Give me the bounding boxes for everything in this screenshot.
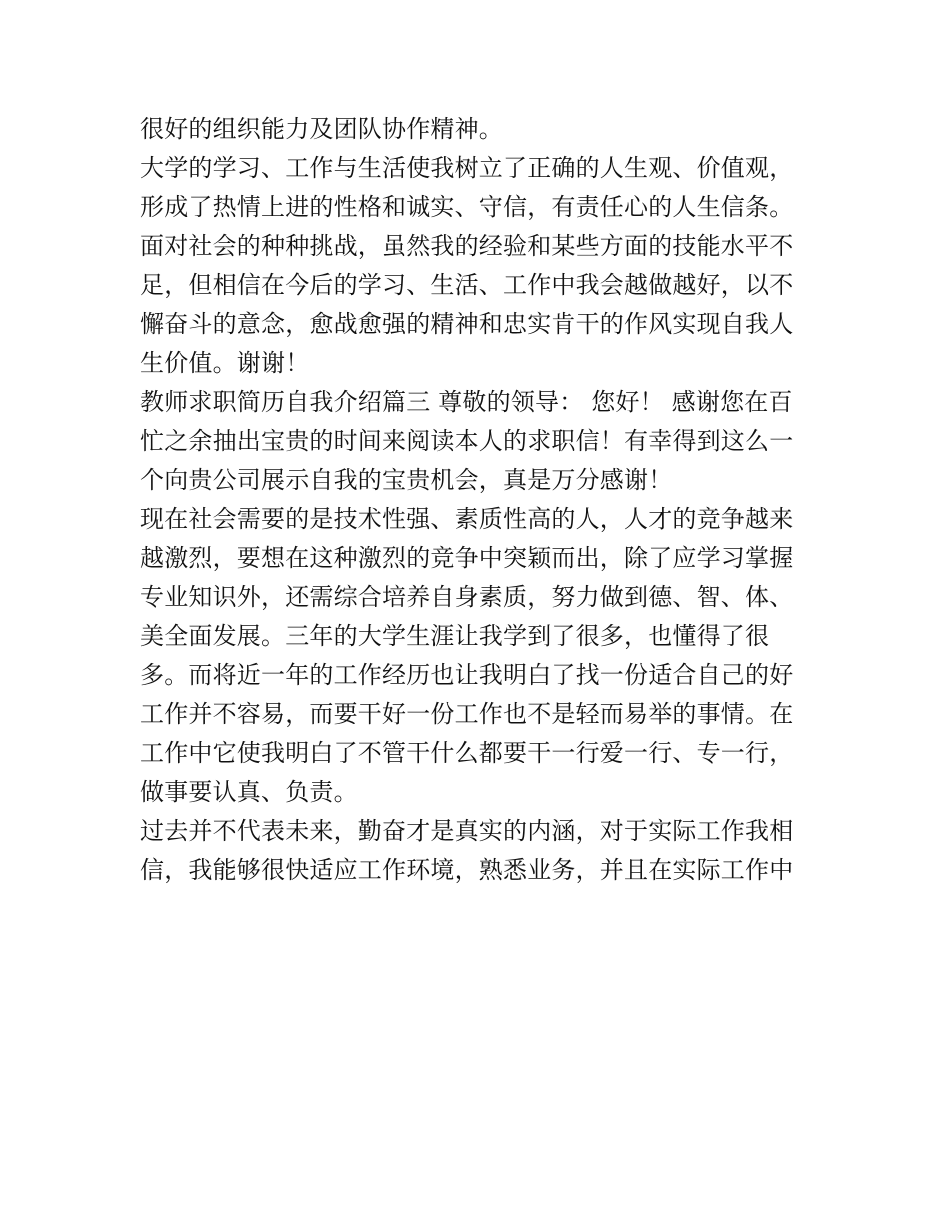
text-line: 过去并不代表未来，勤奋才是真实的内涵，对于实际工作我相 xyxy=(140,817,794,845)
text-line: 工作并不容易，而要干好一份工作也不是轻而易举的事情。在 xyxy=(140,700,794,728)
text-line: 现在社会需要的是技术性强、素质性高的人，人才的竞争越来 xyxy=(140,505,794,533)
text-line: 面对社会的种种挑战，虽然我的经验和某些方面的技能水平不 xyxy=(140,232,794,260)
text-line: 美全面发展。三年的大学生涯让我学到了很多，也懂得了很 xyxy=(140,622,770,650)
text-line: 很好的组织能力及团队协作精神。 xyxy=(140,115,503,143)
text-line: 教师求职简历自我介绍篇三 尊敬的领导： 您好！ 感谢您在百 xyxy=(140,388,793,416)
text-line: 生价值。谢谢！ xyxy=(140,349,310,377)
text-line: 专业知识外，还需综合培养自身素质，努力做到德、智、体、 xyxy=(140,583,794,611)
document-body-text xyxy=(140,110,830,890)
text-line: 大学的学习、工作与生活使我树立了正确的人生观、价值观， xyxy=(140,154,794,182)
text-line: 信，我能够很快适应工作环境，熟悉业务，并且在实际工作中 xyxy=(140,856,794,884)
text-line: 越激烈，要想在这种激烈的竞争中突颖而出，除了应学习掌握 xyxy=(140,544,794,572)
text-line: 多。而将近一年的工作经历也让我明白了找一份适合自己的好 xyxy=(140,661,794,689)
text-line: 形成了热情上进的性格和诚实、守信，有责任心的人生信条。 xyxy=(140,193,794,221)
text-line: 忙之余抽出宝贵的时间来阅读本人的求职信！有幸得到这么一 xyxy=(140,427,794,455)
text-line: 懈奋斗的意念，愈战愈强的精神和忠实肯干的作风实现自我人 xyxy=(140,310,794,338)
text-line: 做事要认真、负责。 xyxy=(140,778,358,806)
text-line: 足，但相信在今后的学习、生活、工作中我会越做越好，以不 xyxy=(140,271,794,299)
text-line: 个向贵公司展示自我的宝贵机会，真是万分感谢！ xyxy=(140,466,673,494)
text-line: 工作中它使我明白了不管干什么都要干一行爱一行、专一行， xyxy=(140,739,794,767)
